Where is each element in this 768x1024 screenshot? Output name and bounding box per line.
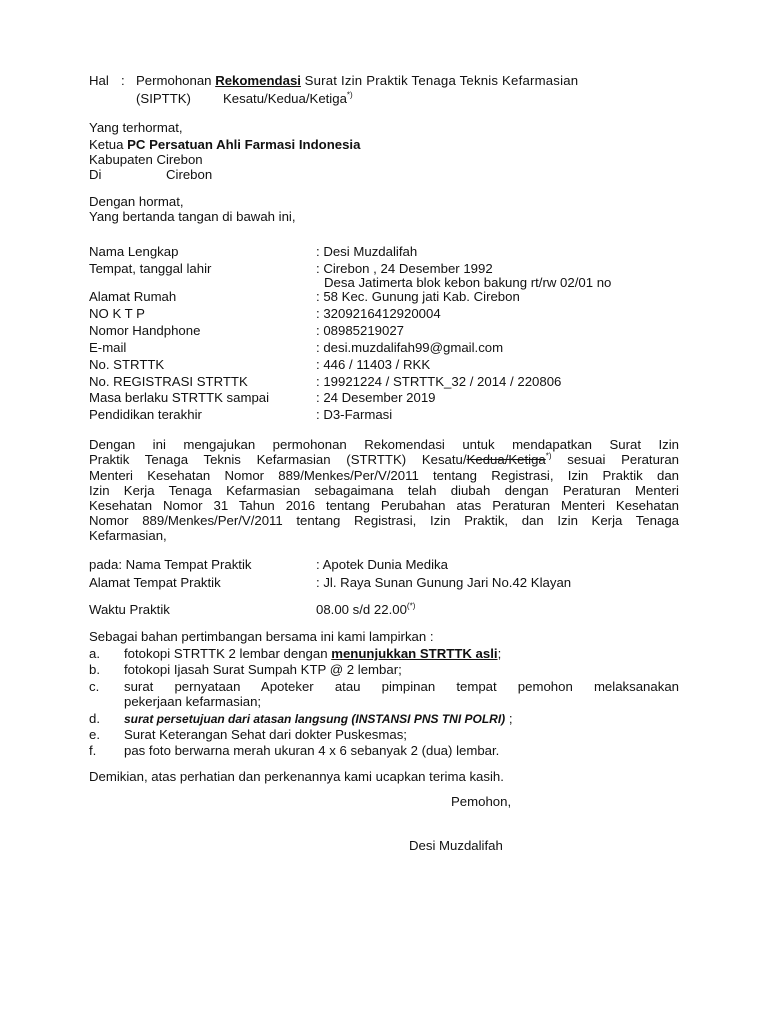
recipient-ketua-line: Ketua PC Persatuan Ahli Farmasi Indonesia	[89, 137, 361, 152]
identity-value: : 58 Kec. Gunung jati Kab. Cirebon	[316, 289, 520, 304]
subject-abbr: (SIPTTK)	[136, 91, 191, 106]
signature-name: Desi Muzdalifah	[409, 838, 503, 853]
identity-label: Alamat Rumah	[89, 289, 177, 304]
practice-place-label: pada: Nama Tempat Praktik	[89, 557, 252, 572]
attachments-intro: Sebagai bahan pertimbangan bersama ini kami lampirkan :	[89, 629, 434, 644]
identity-value: : desi.muzdalifah99@gmail.com	[316, 340, 504, 355]
subject-prefix: Permohonan	[136, 73, 212, 88]
subject-hal-label: Hal	[89, 73, 109, 88]
body-line: Praktik Tenaga Teknis Kefarmasian (STRTTK) Kesatu/Kedua/Ketiga*) sesuai Peraturan	[89, 451, 679, 467]
subject-kesatu: Kesatu/Kedua/Ketiga*)	[223, 90, 353, 106]
identity-value: : 446 / 11403 / RKK	[316, 357, 431, 372]
list-letter: c.	[89, 679, 100, 694]
body-line: Izin Kerja Tenaga Kefarmasian sebagaimana telah diubah dengan Peraturan Menteri	[89, 483, 679, 498]
list-letter: e.	[89, 727, 100, 742]
list-item: Surat Keterangan Sehat dari dokter Puskesmas;	[124, 727, 407, 742]
practice-time-value: 08.00 s/d 22.00(*)	[316, 601, 416, 617]
body-line: Menteri Kesehatan Nomor 889/Menkes/Per/V/2011 tentang Registrasi, Izin Praktik dan	[89, 468, 679, 483]
subject-line-1	[136, 73, 578, 88]
identity-value: : 19921224 / STRTTK_32 / 2014 / 220806	[316, 374, 562, 389]
struck-text: Kedua/Ketiga	[466, 452, 546, 467]
identity-label: Tempat, tanggal lahir	[89, 261, 212, 276]
recipient-di: Di	[89, 167, 102, 182]
practice-place-value: : Apotek Dunia Medika	[316, 557, 448, 572]
identity-value: Desa Jatimerta blok kebon bakung rt/rw 02/01 no	[324, 275, 612, 290]
list-item: fotokopi STRTTK 2 lembar dengan menunjukkan STRTTK asli;	[124, 646, 502, 661]
identity-value: : Cirebon , 24 Desember 1992	[316, 261, 493, 276]
body-line: Kesehatan Nomor 31 Tahun 2016 tentang Perubahan atas Peraturan Menteri Kesehatan	[89, 498, 679, 513]
identity-label: Masa berlaku STRTTK sampai	[89, 390, 270, 405]
closing-pemohon: Pemohon,	[451, 794, 512, 809]
closing-thanks: Demikian, atas perhatian dan perkenannya kami ucapkan terima kasih.	[89, 769, 504, 784]
recipient-kabupaten: Kabupaten Cirebon	[89, 152, 203, 167]
subject-colon: :	[121, 73, 125, 88]
recipient-org: PC Persatuan Ahli Farmasi Indonesia	[127, 137, 361, 152]
body-line: Nomor 889/Menkes/Per/V/2011 tentang Registrasi, Izin Praktik, dan Izin Kerja Tenaga	[89, 513, 679, 528]
identity-value: : D3-Farmasi	[316, 407, 393, 422]
salutation: Dengan hormat,	[89, 194, 184, 209]
identity-value: : 08985219027	[316, 323, 405, 338]
subject-rest: Surat Izin Praktik Tenaga Teknis Kefarmasian	[304, 73, 579, 88]
practice-time-label: Waktu Praktik	[89, 602, 170, 617]
identity-label: Pendidikan terakhir	[89, 407, 202, 422]
list-item-continued: pekerjaan kefarmasian;	[124, 694, 262, 709]
recipient-city: Cirebon	[166, 167, 213, 182]
identity-label: No. REGISTRASI STRTTK	[89, 374, 248, 389]
identity-value: : Desi Muzdalifah	[316, 244, 418, 259]
intro-line: Yang bertanda tangan di bawah ini,	[89, 209, 296, 224]
body-line: Dengan ini mengajukan permohonan Rekomendasi untuk mendapatkan Surat Izin	[89, 437, 679, 452]
list-letter: d.	[89, 711, 100, 726]
list-letter: f.	[89, 743, 97, 758]
identity-value: : 24 Desember 2019	[316, 390, 436, 405]
list-item: surat pernyataan Apoteker atau pimpinan tempat pemohon melaksanakan	[124, 679, 679, 694]
practice-address-value: : Jl. Raya Sunan Gunung Jari No.42 Klayan	[316, 575, 572, 590]
identity-label: No. STRTTK	[89, 357, 165, 372]
list-item: fotokopi Ijasah Surat Sumpah KTP @ 2 lembar;	[124, 662, 402, 677]
list-item: pas foto berwarna merah ukuran 4 x 6 sebanyak 2 (dua) lembar.	[124, 743, 500, 758]
list-item: surat persetujuan dari atasan langsung (INSTANSI PNS TNI POLRI) ;	[124, 711, 513, 726]
identity-value: : 3209216412920004	[316, 306, 441, 321]
identity-label: NO K T P	[89, 306, 145, 321]
recipient-greeting: Yang terhormat,	[89, 120, 183, 135]
list-letter: b.	[89, 662, 100, 677]
list-letter: a.	[89, 646, 100, 661]
identity-label: Nomor Handphone	[89, 323, 201, 338]
identity-label: E-mail	[89, 340, 127, 355]
practice-address-label: Alamat Tempat Praktik	[89, 575, 221, 590]
body-line: Kefarmasian,	[89, 528, 167, 543]
subject-rekomendasi: Rekomendasi	[215, 73, 301, 88]
identity-label: Nama Lengkap	[89, 244, 179, 259]
